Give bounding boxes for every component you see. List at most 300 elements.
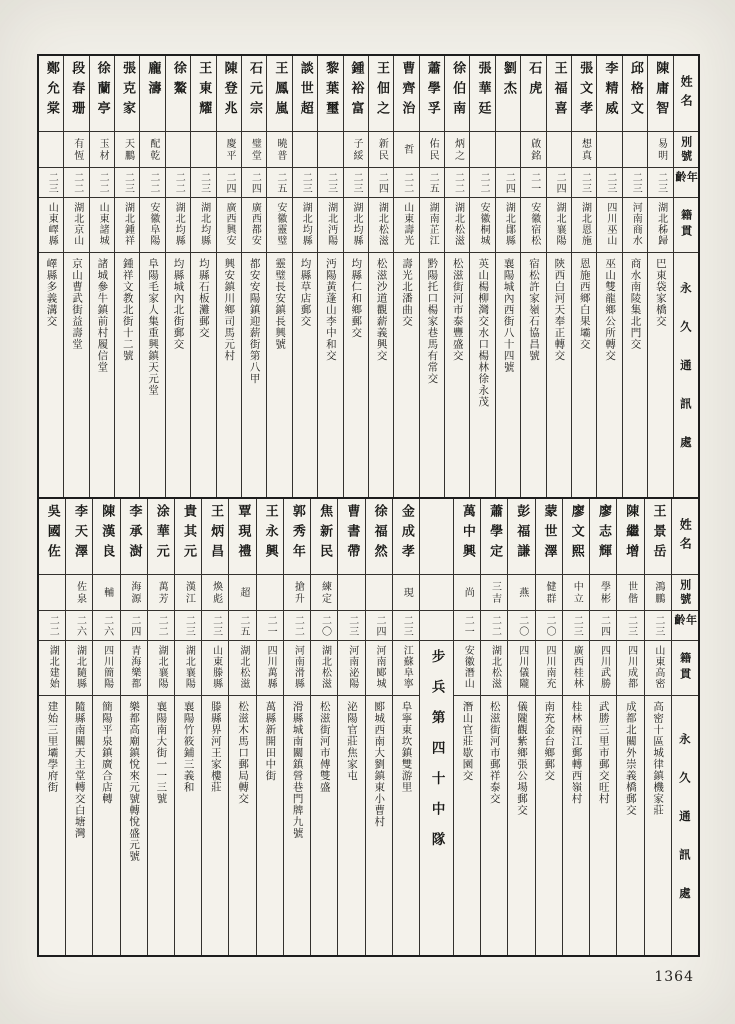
person-origin: 湖北襄陽 xyxy=(547,198,571,253)
person-origin: 山東壽光 xyxy=(394,198,418,253)
empty-cell xyxy=(420,499,453,575)
person-origin: 山東高密 xyxy=(645,641,671,696)
person-address: 阜陽毛家人集重興鎮天元堂 xyxy=(147,258,160,396)
field-label-alias: 別號 xyxy=(674,132,698,168)
person-column xyxy=(507,499,534,955)
person-name: 王景岳 xyxy=(645,499,671,575)
person-address: 均縣城內北街郵交 xyxy=(172,258,185,350)
person-column xyxy=(647,56,672,497)
field-header-column xyxy=(673,56,698,497)
person-column xyxy=(292,56,317,497)
person-name: 王佃之 xyxy=(369,56,393,132)
person-address: 均縣仁和鄉郵交 xyxy=(350,258,363,339)
person-origin: 山東滕縣 xyxy=(202,641,228,696)
person-age: 二二 xyxy=(90,168,114,198)
person-alias: 佐泉 xyxy=(66,575,92,611)
person-alias: 曉普 xyxy=(267,132,291,168)
person-name: 王東耀 xyxy=(191,56,215,132)
person-address: 壽光北潘曲交 xyxy=(401,258,414,327)
person-alias: 輔 xyxy=(93,575,119,611)
person-origin: 四川成都 xyxy=(617,641,643,696)
person-age: 二〇 xyxy=(311,611,337,641)
person-alias: 炳之 xyxy=(445,132,469,168)
person-address: 儀隴觀紫鄉張公場郵交 xyxy=(515,701,528,816)
person-column xyxy=(89,56,114,497)
person-alias: 佑民 xyxy=(420,132,444,168)
person-origin: 湖北建始 xyxy=(39,641,65,696)
person-name: 陳繼增 xyxy=(617,499,643,575)
person-name: 李精威 xyxy=(597,56,621,132)
person-name: 徐伯南 xyxy=(445,56,469,132)
person-address: 黔陽托口楊家巷馬有常交 xyxy=(426,258,439,385)
person-origin: 湖北松滋 xyxy=(311,641,337,696)
person-alias xyxy=(318,132,342,168)
person-address: 桂林兩江郵轉西嶺村 xyxy=(570,701,583,805)
person-origin: 湖北松滋 xyxy=(445,198,469,253)
person-column xyxy=(266,56,291,497)
person-name: 石元宗 xyxy=(242,56,266,132)
person-column xyxy=(535,499,562,955)
person-age: 二四 xyxy=(366,611,392,641)
person-name: 廖文熙 xyxy=(563,499,589,575)
person-age: 二三 xyxy=(338,611,364,641)
person-age: 二二 xyxy=(481,611,507,641)
person-origin: 安徽阜陽 xyxy=(140,198,164,253)
bottom-roster-table xyxy=(37,497,700,957)
person-alias: 子綏 xyxy=(344,132,368,168)
person-origin: 山東諸城 xyxy=(90,198,114,253)
person-address: 滕縣界河王家樓莊 xyxy=(209,701,222,793)
person-age: 二三 xyxy=(115,168,139,198)
person-name: 談世超 xyxy=(293,56,317,132)
person-age: 二四 xyxy=(121,611,147,641)
person-column xyxy=(147,499,174,955)
person-alias: 燕 xyxy=(508,575,534,611)
person-address: 京山曹武街益壽堂 xyxy=(70,258,83,350)
person-address: 巴東袋家橋交 xyxy=(654,258,667,327)
person-origin: 四川萬縣 xyxy=(257,641,283,696)
field-label-address: 永久通訊處 xyxy=(674,253,698,497)
person-alias: 學彬 xyxy=(590,575,616,611)
person-name: 劉杰 xyxy=(496,56,520,132)
person-column xyxy=(480,499,507,955)
person-name: 徐蘭亭 xyxy=(90,56,114,132)
person-column xyxy=(92,499,119,955)
person-origin: 安徽靈璧 xyxy=(267,198,291,253)
person-column xyxy=(337,499,364,955)
person-alias xyxy=(191,132,215,168)
unit-column xyxy=(419,499,453,955)
person-address: 松滋街河市郵祥泰交 xyxy=(488,701,501,805)
person-column xyxy=(596,56,621,497)
person-address: 松滋街河市泰豐盛交 xyxy=(451,258,464,362)
person-age: 二二 xyxy=(470,168,494,198)
person-column xyxy=(310,499,337,955)
field-label-address: 永久通訊處 xyxy=(672,696,698,955)
field-header-column xyxy=(671,499,698,955)
person-alias: 易明 xyxy=(648,132,672,168)
person-alias xyxy=(470,132,494,168)
person-alias: 健群 xyxy=(536,575,562,611)
person-origin: 安徽宿松 xyxy=(521,198,545,253)
person-origin: 湖北均縣 xyxy=(166,198,190,253)
person-alias: 漢江 xyxy=(175,575,201,611)
person-origin: 山東嶧縣 xyxy=(39,198,63,253)
person-origin: 湖北均縣 xyxy=(293,198,317,253)
person-alias: 萬芳 xyxy=(148,575,174,611)
person-alias: 啟銘 xyxy=(521,132,545,168)
person-age: 二〇 xyxy=(536,611,562,641)
person-name: 蒙世澤 xyxy=(536,499,562,575)
person-address: 襄陽竹筱鋪三義和 xyxy=(182,701,195,793)
person-age: 二五 xyxy=(267,168,291,198)
page-number: 1364 xyxy=(654,969,694,985)
person-alias: 玉材 xyxy=(90,132,114,168)
person-name: 張克家 xyxy=(115,56,139,132)
person-address: 恩施西鄉白果壩交 xyxy=(578,258,591,350)
person-address: 鍾祥文教北街十二號 xyxy=(121,258,134,362)
person-origin: 湖北鍾祥 xyxy=(115,198,139,253)
person-alias: 搶升 xyxy=(284,575,310,611)
person-alias: 慶平 xyxy=(217,132,241,168)
person-age: 二二 xyxy=(148,611,174,641)
person-address: 建始三里壩學府街 xyxy=(46,701,59,793)
person-name: 金成孝 xyxy=(393,499,419,575)
person-address: 商水南陵集北門交 xyxy=(629,258,642,350)
person-column xyxy=(216,56,241,497)
person-origin: 湖北恩施 xyxy=(572,198,596,253)
person-age: 二二 xyxy=(140,168,164,198)
person-name: 李承澍 xyxy=(121,499,147,575)
person-alias xyxy=(39,575,65,611)
person-age: 二三 xyxy=(202,611,228,641)
person-address: 陝西白河天奉正轉交 xyxy=(553,258,566,362)
person-column xyxy=(241,56,266,497)
person-name: 黎葉璽 xyxy=(318,56,342,132)
person-age: 二一 xyxy=(257,611,283,641)
empty-cell xyxy=(420,611,453,641)
person-alias: 超 xyxy=(229,575,255,611)
person-column xyxy=(589,499,616,955)
person-age: 二六 xyxy=(93,611,119,641)
unit-label: 步兵第四十中隊 xyxy=(428,649,445,863)
person-alias: 現 xyxy=(393,575,419,611)
person-column xyxy=(392,499,419,955)
person-address: 高密十區城律鎮機家莊 xyxy=(652,701,665,816)
person-origin: 湖北隨縣 xyxy=(66,641,92,696)
roster xyxy=(37,54,700,957)
person-address: 松滋木馬口郵局轉交 xyxy=(237,701,250,805)
person-age: 二三 xyxy=(623,168,647,198)
person-address: 均縣草店郵交 xyxy=(299,258,312,327)
person-origin: 河南商水 xyxy=(623,198,647,253)
person-age: 二二 xyxy=(39,611,65,641)
person-name: 覃現禮 xyxy=(229,499,255,575)
person-address: 都安安陽鎮迎薪街第八甲 xyxy=(248,258,261,385)
person-address: 松滋沙道觀薪義興交 xyxy=(375,258,388,362)
person-column xyxy=(39,56,63,497)
field-label-alias: 別號 xyxy=(672,575,698,611)
person-alias: 哲 xyxy=(394,132,418,168)
person-name: 段春珊 xyxy=(64,56,88,132)
person-alias: 配乾 xyxy=(140,132,164,168)
person-age: 二三 xyxy=(393,611,419,641)
person-origin: 湖北沔陽 xyxy=(318,198,342,253)
person-age: 二四 xyxy=(496,168,520,198)
person-origin: 廣西都安 xyxy=(242,198,266,253)
person-age: 二四 xyxy=(590,611,616,641)
person-address: 松滋街河市傅雙盛 xyxy=(318,701,331,793)
person-age: 二六 xyxy=(66,611,92,641)
person-name: 廖志輝 xyxy=(590,499,616,575)
person-name: 李天澤 xyxy=(66,499,92,575)
top-roster-table xyxy=(37,54,700,499)
person-origin: 河南郾城 xyxy=(366,641,392,696)
person-column xyxy=(63,56,88,497)
field-label-name: 姓名 xyxy=(672,499,698,575)
person-age: 二二 xyxy=(166,168,190,198)
person-column xyxy=(228,499,255,955)
person-name: 王永興 xyxy=(257,499,283,575)
person-origin: 湖北襄陽 xyxy=(175,641,201,696)
person-origin: 湖北均縣 xyxy=(191,198,215,253)
person-name: 蕭學定 xyxy=(481,499,507,575)
person-alias: 三吉 xyxy=(481,575,507,611)
person-alias: 新民 xyxy=(369,132,393,168)
person-address: 巫山雙龍鄉公所轉交 xyxy=(604,258,617,362)
person-address: 滑縣城南關鎮營巷門牌九號 xyxy=(291,701,304,839)
person-column xyxy=(174,499,201,955)
person-origin: 湖北鄖縣 xyxy=(496,198,520,253)
person-name: 曹齊治 xyxy=(394,56,418,132)
person-age: 二三 xyxy=(648,168,672,198)
person-address: 武勝三里市郵交旺村 xyxy=(597,701,610,805)
person-column xyxy=(201,499,228,955)
person-age: 二五 xyxy=(420,168,444,198)
person-origin: 河南泌陽 xyxy=(338,641,364,696)
person-column xyxy=(393,56,418,497)
person-origin: 湖北襄陽 xyxy=(148,641,174,696)
person-name: 貴其元 xyxy=(175,499,201,575)
person-name: 張華廷 xyxy=(470,56,494,132)
person-name: 徐鰲 xyxy=(166,56,190,132)
person-column xyxy=(469,56,494,497)
person-origin: 湖北松滋 xyxy=(369,198,393,253)
person-name: 鍾裕富 xyxy=(344,56,368,132)
person-column xyxy=(562,499,589,955)
person-name: 陳登兆 xyxy=(217,56,241,132)
person-column xyxy=(616,499,643,955)
person-address: 成都北關外崇義橋郵交 xyxy=(624,701,637,816)
person-column xyxy=(546,56,571,497)
person-age: 二三 xyxy=(293,168,317,198)
field-label-age: 年齡 xyxy=(672,611,698,641)
person-column xyxy=(419,56,444,497)
person-origin: 湖北京山 xyxy=(64,198,88,253)
person-age: 二三 xyxy=(39,168,63,198)
person-origin: 河南滑縣 xyxy=(284,641,310,696)
person-age: 二三 xyxy=(344,168,368,198)
person-origin: 四川儀隴 xyxy=(508,641,534,696)
person-address: 阜寧東坎鎮雙游里 xyxy=(400,701,413,793)
person-alias: 世偕 xyxy=(617,575,643,611)
person-name: 龐濤 xyxy=(140,56,164,132)
person-alias xyxy=(39,132,63,168)
person-name: 萬中興 xyxy=(454,499,480,575)
person-address: 靈璧長安鎮長興號 xyxy=(274,258,287,350)
person-address: 英山楊柳灣交水口楊林徐永茂 xyxy=(477,258,490,408)
person-alias xyxy=(597,132,621,168)
person-alias xyxy=(338,575,364,611)
person-address: 沔陽黃蓬山李中和交 xyxy=(324,258,337,362)
person-address: 郾城西南大劉鎮東小曹村 xyxy=(373,701,386,828)
person-origin: 青海樂都 xyxy=(121,641,147,696)
person-alias xyxy=(366,575,392,611)
person-name: 吳國佐 xyxy=(39,499,65,575)
person-name: 鄭允棠 xyxy=(39,56,63,132)
person-origin: 湖北均縣 xyxy=(344,198,368,253)
field-label-origin: 籍貫 xyxy=(672,641,698,696)
person-origin: 湖北松滋 xyxy=(229,641,255,696)
person-origin: 安徽潛山 xyxy=(454,641,480,696)
person-name: 張文孝 xyxy=(572,56,596,132)
person-address: 均縣石板灘郵交 xyxy=(197,258,210,339)
person-alias: 練定 xyxy=(311,575,337,611)
person-name: 王炳昌 xyxy=(202,499,228,575)
person-age: 二四 xyxy=(369,168,393,198)
person-alias: 鴻鵬 xyxy=(645,575,671,611)
person-name: 陳庸智 xyxy=(648,56,672,132)
person-alias: 煥彪 xyxy=(202,575,228,611)
person-name: 彭福謙 xyxy=(508,499,534,575)
person-column xyxy=(365,499,392,955)
person-column xyxy=(256,499,283,955)
person-address: 嶧縣多義溝交 xyxy=(45,258,58,327)
person-age: 二一 xyxy=(521,168,545,198)
person-column xyxy=(65,499,92,955)
person-address: 襄陽南大街一一三號 xyxy=(155,701,168,805)
person-column xyxy=(283,499,310,955)
field-label-name: 姓名 xyxy=(674,56,698,132)
person-name: 石虎 xyxy=(521,56,545,132)
person-address: 宿松許家嶺石協昌號 xyxy=(527,258,540,362)
person-name: 王福喜 xyxy=(547,56,571,132)
person-name: 涂華元 xyxy=(148,499,174,575)
person-name: 邱格文 xyxy=(623,56,647,132)
person-age: 二〇 xyxy=(508,611,534,641)
person-alias xyxy=(496,132,520,168)
person-age: 二三 xyxy=(645,611,671,641)
person-age: 二二 xyxy=(445,168,469,198)
person-name: 陳漢良 xyxy=(93,499,119,575)
person-origin: 安徽桐城 xyxy=(470,198,494,253)
person-age: 二二 xyxy=(64,168,88,198)
person-origin: 四川簡陽 xyxy=(93,641,119,696)
person-address: 泌陽官莊焦家屯 xyxy=(346,701,359,782)
person-alias: 天鵬 xyxy=(115,132,139,168)
person-alias xyxy=(257,575,283,611)
person-origin: 廣西桂林 xyxy=(563,641,589,696)
person-age: 二三 xyxy=(175,611,201,641)
person-alias xyxy=(293,132,317,168)
person-address: 簡陽平泉鎮廣合店轉 xyxy=(100,701,113,805)
person-address: 萬縣新開田中街 xyxy=(264,701,277,782)
person-origin: 湖北松滋 xyxy=(481,641,507,696)
person-age: 二四 xyxy=(217,168,241,198)
person-age: 二三 xyxy=(563,611,589,641)
person-column xyxy=(444,56,469,497)
person-name: 徐福然 xyxy=(366,499,392,575)
person-age: 二二 xyxy=(394,168,418,198)
person-name: 曹書帶 xyxy=(338,499,364,575)
person-age: 二三 xyxy=(572,168,596,198)
person-column xyxy=(571,56,596,497)
empty-cell xyxy=(420,575,453,611)
person-column xyxy=(644,499,671,955)
person-address: 南充金台鄉郵交 xyxy=(543,701,556,782)
person-column xyxy=(120,499,147,955)
person-origin: 四川巫山 xyxy=(597,198,621,253)
person-age: 二三 xyxy=(597,168,621,198)
person-alias: 海源 xyxy=(121,575,147,611)
person-column xyxy=(165,56,190,497)
person-column xyxy=(343,56,368,497)
person-address: 興安鎮川鄉司馬元村 xyxy=(223,258,236,362)
person-name: 王鳳嵐 xyxy=(267,56,291,132)
person-age: 二五 xyxy=(229,611,255,641)
person-age: 二三 xyxy=(191,168,215,198)
person-column xyxy=(317,56,342,497)
person-origin: 湖南芷江 xyxy=(420,198,444,253)
person-alias: 想真 xyxy=(572,132,596,168)
person-column xyxy=(114,56,139,497)
person-column xyxy=(453,499,480,955)
person-column xyxy=(190,56,215,497)
person-origin: 江蘇阜寧 xyxy=(393,641,419,696)
person-alias xyxy=(547,132,571,168)
person-alias xyxy=(623,132,647,168)
person-name: 蕭學孚 xyxy=(420,56,444,132)
person-age: 二一 xyxy=(454,611,480,641)
person-address: 諸城參牛鎮前村履信堂 xyxy=(96,258,109,373)
person-name: 郭秀年 xyxy=(284,499,310,575)
person-address: 潛山官莊歇園交 xyxy=(461,701,474,782)
person-age: 二三 xyxy=(617,611,643,641)
person-age: 二二 xyxy=(284,611,310,641)
person-origin: 四川南充 xyxy=(536,641,562,696)
person-address: 襄陽城內西街八十四號 xyxy=(502,258,515,373)
person-name: 焦新民 xyxy=(311,499,337,575)
person-origin: 四川武勝 xyxy=(590,641,616,696)
person-column xyxy=(622,56,647,497)
person-column xyxy=(495,56,520,497)
person-age: 二四 xyxy=(547,168,571,198)
person-alias: 中立 xyxy=(563,575,589,611)
person-age: 二四 xyxy=(242,168,266,198)
person-origin: 廣西興安 xyxy=(217,198,241,253)
person-alias xyxy=(166,132,190,168)
person-origin: 湖北秭歸 xyxy=(648,198,672,253)
person-age: 二三 xyxy=(318,168,342,198)
field-label-origin: 籍貫 xyxy=(674,198,698,253)
person-alias: 有恆 xyxy=(64,132,88,168)
person-column xyxy=(39,499,65,955)
person-alias: 尚 xyxy=(454,575,480,611)
field-label-age: 年齡 xyxy=(674,168,698,198)
person-address: 隨縣南關天主堂轉交白塘灣 xyxy=(73,701,86,839)
person-column xyxy=(520,56,545,497)
person-address: 樂都高廟鎮悅來元號轉悅盛元號 xyxy=(128,701,141,862)
